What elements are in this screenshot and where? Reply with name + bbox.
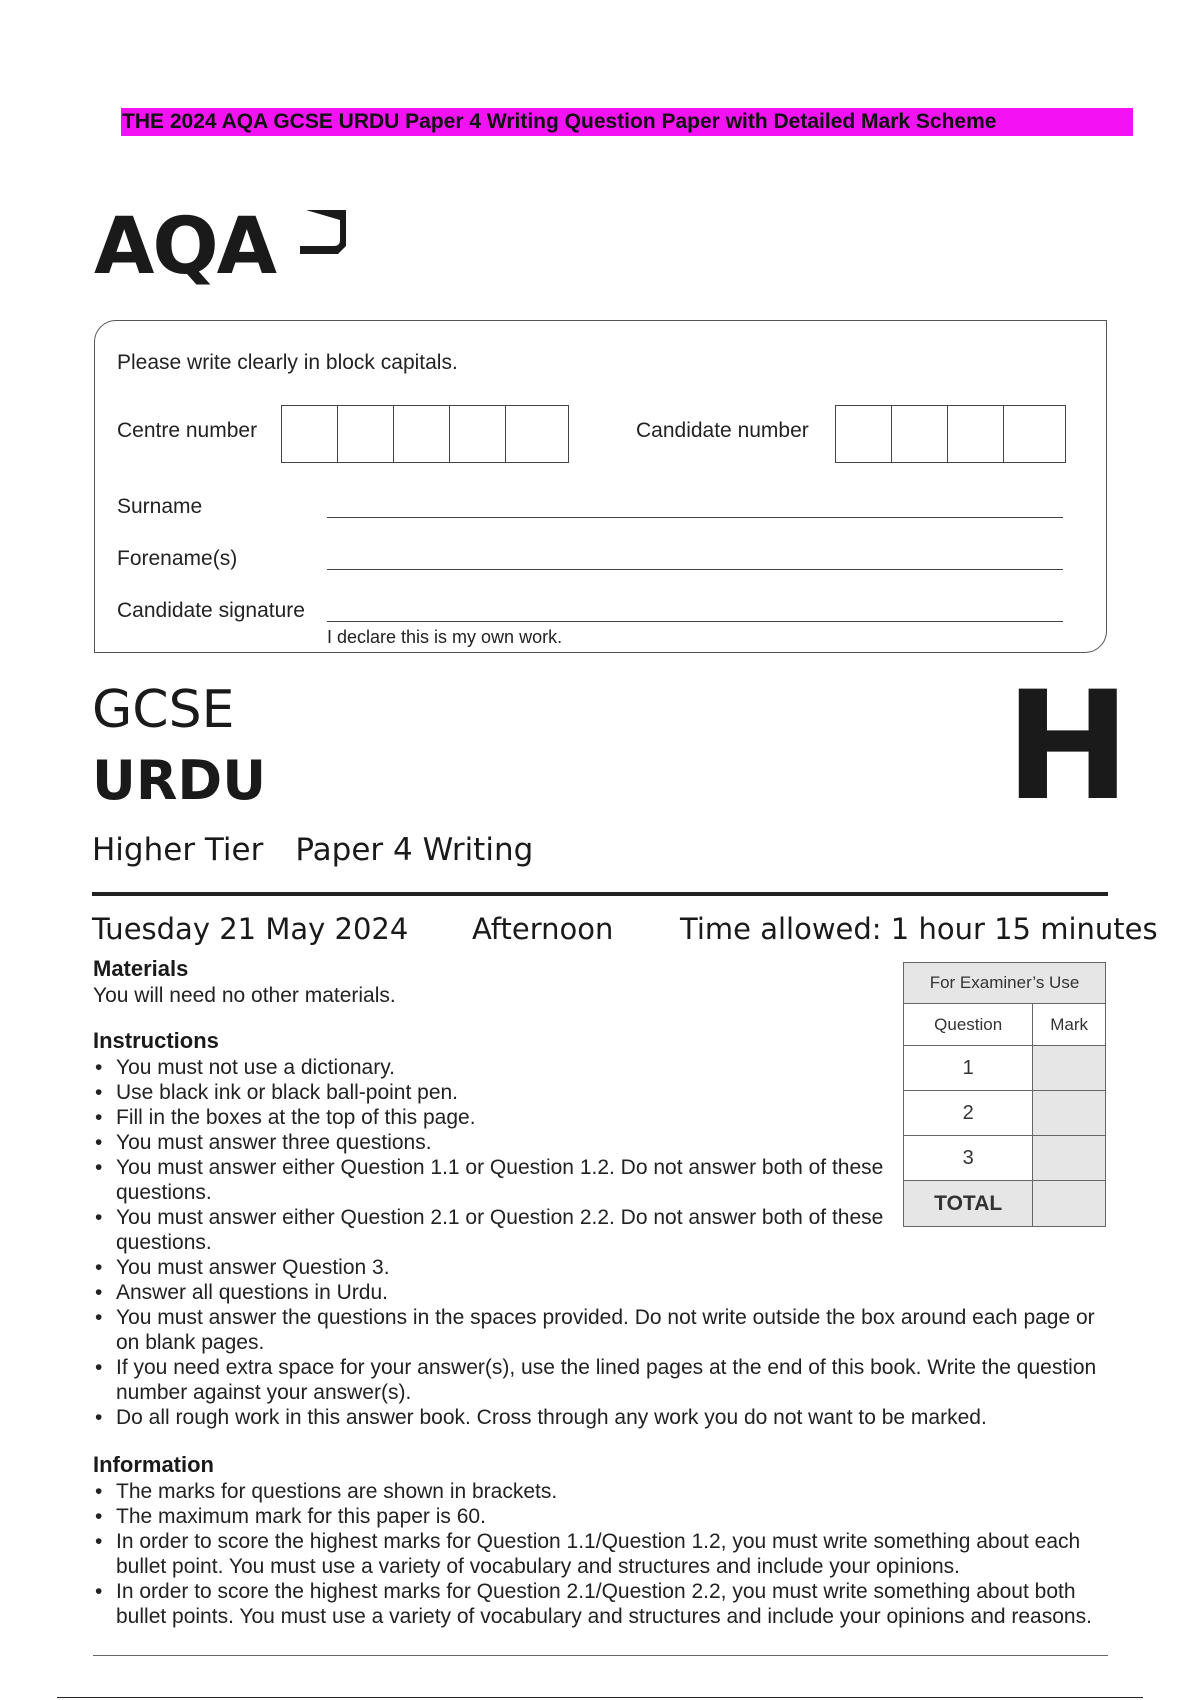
question-number: 3: [904, 1136, 1033, 1181]
table-row: [904, 1046, 1106, 1091]
forenames-field[interactable]: [327, 569, 1063, 570]
table-row: [904, 1136, 1106, 1181]
subject-title: URDU: [92, 749, 267, 812]
instructions-heading: Instructions: [93, 1028, 219, 1053]
mark-cell: [1033, 1136, 1106, 1181]
list-item: • You must answer three questions.: [93, 1130, 916, 1155]
list-item: • You must answer either Question 1.1 or Question 1.2. Do not answer both of these questions.: [93, 1155, 896, 1205]
aqa-tick-mark-icon: [294, 206, 350, 262]
centre-number-digit[interactable]: [506, 406, 562, 462]
list-item: • The marks for questions are shown in brackets.: [93, 1479, 1093, 1504]
centre-number-label: Centre number: [117, 419, 258, 442]
forenames-label: Forename(s): [117, 547, 238, 570]
centre-number-digit[interactable]: [394, 406, 450, 462]
list-item: • The maximum mark for this paper is 60.: [93, 1504, 1093, 1529]
logo-text: AQA: [94, 202, 276, 292]
tier-label: Higher Tier: [92, 832, 264, 868]
list-item: • Do all rough work in this answer book. Cross through any work you do not want to be marked.: [93, 1405, 1093, 1430]
paper-label: Paper 4 Writing: [295, 832, 534, 868]
qualification-title: GCSE: [92, 680, 235, 740]
question-number: 2: [904, 1091, 1033, 1136]
mark-cell: [1033, 1091, 1106, 1136]
information-list: [93, 1479, 1093, 1629]
exam-date: Tuesday 21 May 2024: [92, 912, 409, 946]
centre-number-digit[interactable]: [450, 406, 506, 462]
surname-field[interactable]: [327, 517, 1063, 518]
materials-text: You will need no other materials.: [93, 984, 396, 1007]
list-item: • If you need extra space for your answer(s), use the lined pages at the end of this book. Write the question number against your answer(s).: [93, 1355, 1106, 1405]
aqa-logo: [94, 200, 364, 300]
candidate-number-digit[interactable]: [836, 406, 892, 462]
total-label: TOTAL: [904, 1181, 1033, 1227]
page-edge-line: [57, 1697, 1143, 1698]
centre-number-digit[interactable]: [282, 406, 338, 462]
time-allowed: Time allowed: 1 hour 15 minutes: [680, 912, 1158, 946]
candidate-number-digit[interactable]: [948, 406, 1004, 462]
title-divider: [92, 892, 1108, 896]
mark-column-header: Mark: [1033, 1004, 1106, 1046]
tier-letter: H: [1005, 660, 1131, 834]
total-row: [904, 1181, 1106, 1227]
candidate-number-digit[interactable]: [1004, 406, 1060, 462]
mark-cell: [1033, 1046, 1106, 1091]
block-capitals-instruction: Please write clearly in block capitals.: [117, 351, 458, 374]
list-item: • You must answer Question 3.: [93, 1255, 1093, 1280]
list-item: • You must answer either Question 2.1 or Question 2.2. Do not answer both of these questions.: [93, 1205, 896, 1255]
tier-paper-line: [92, 832, 533, 868]
centre-number-digit[interactable]: [338, 406, 394, 462]
list-item: • Use black ink or black ball-point pen.: [93, 1080, 916, 1105]
total-mark-cell: [1033, 1181, 1106, 1227]
information-heading: Information: [93, 1452, 214, 1477]
candidate-number-digit[interactable]: [892, 406, 948, 462]
surname-label: Surname: [117, 495, 203, 518]
declaration-text: I declare this is my own work.: [327, 627, 563, 647]
list-item: • In order to score the highest marks for Question 2.1/Question 2.2, you must write something about both bullet points. You must use a variety of vocabulary and structures and include your opinions and reasons.: [93, 1579, 1116, 1629]
signature-label: Candidate signature: [117, 599, 305, 622]
exam-session: Afternoon: [472, 912, 614, 946]
list-item: • Fill in the boxes at the top of this page.: [93, 1105, 916, 1130]
candidate-details-box: [94, 320, 1107, 653]
materials-heading: Materials: [93, 956, 189, 981]
question-number: 1: [904, 1046, 1033, 1091]
list-item: • In order to score the highest marks for Question 1.1/Question 1.2, you must write something about each bullet point. You must use a variety of vocabulary and structures and include your opinions.: [93, 1529, 1116, 1579]
candidate-number-label: Candidate number: [636, 419, 809, 442]
examiner-use-table: [903, 962, 1106, 1227]
document-title-banner: THE 2024 AQA GCSE URDU Paper 4 Writing Question Paper with Detailed Mark Scheme: [121, 108, 1133, 136]
examiner-table-title: For Examiner’s Use: [904, 963, 1106, 1004]
table-row: [904, 1091, 1106, 1136]
list-item: • You must answer the questions in the spaces provided. Do not write outside the box around each page or on blank pages.: [93, 1305, 1106, 1355]
centre-number-boxes[interactable]: [281, 405, 569, 463]
bottom-divider: [93, 1655, 1108, 1656]
signature-field[interactable]: [327, 621, 1063, 622]
list-item: • You must not use a dictionary.: [93, 1055, 916, 1080]
list-item: • Answer all questions in Urdu.: [93, 1280, 1093, 1305]
question-column-header: Question: [904, 1004, 1033, 1046]
candidate-number-boxes[interactable]: [835, 405, 1066, 463]
